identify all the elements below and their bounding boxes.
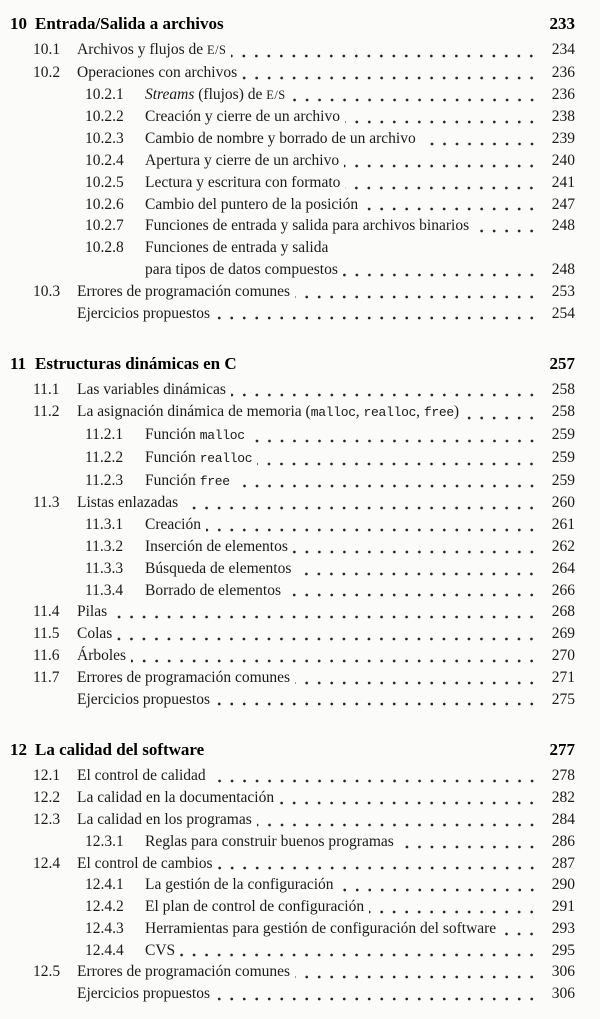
toc-entry-title (77, 401, 459, 424)
toc-entry-title (145, 580, 281, 602)
toc-entry-title (145, 128, 416, 150)
toc-entry-number: 10.2.6 (85, 195, 124, 213)
toc-entry-page: 248 (551, 260, 575, 278)
toc-entry-title (77, 281, 290, 303)
toc-entry-number: 11.3.4 (85, 581, 124, 599)
dot-leader (343, 259, 538, 281)
dot-leader (215, 983, 538, 1005)
toc-entry-number: 10.2.2 (85, 108, 124, 126)
toc-chapter (10, 738, 575, 1005)
toc-entry (10, 470, 575, 493)
toc-entry (10, 237, 575, 259)
text-segment: Errores de programación comunes (77, 668, 291, 686)
text-segment: Cambio de nombre y borrado de un archivo (145, 130, 416, 148)
toc-entry-number: 12.4 (33, 854, 61, 872)
toc-entry-page: 269 (551, 625, 575, 643)
text-segment: Función (145, 425, 200, 443)
toc-entry-page: 287 (551, 854, 575, 872)
toc-entry-number: 11.2.1 (85, 425, 124, 443)
toc-entry-title (77, 765, 206, 787)
text-segment: Función (145, 471, 200, 489)
toc-chapter-number: 11 (10, 354, 27, 374)
toc-entry-continuation (10, 259, 575, 281)
text-segment: Borrado de elementos (145, 581, 282, 599)
dot-leader (345, 106, 538, 128)
toc-chapter-number: 10 (10, 14, 27, 33)
dot-leader (295, 667, 538, 689)
toc-entry-title (145, 150, 339, 172)
toc-entry-page: 234 (551, 41, 575, 58)
text-segment: El control de calidad (77, 767, 206, 785)
toc-entry-title (145, 831, 394, 853)
toc-entry (10, 379, 575, 401)
toc-entry-number: 11.2.3 (85, 471, 124, 489)
toc-entry (10, 645, 575, 667)
text-segment: Creación y cierre de un archivo (145, 108, 340, 126)
text-segment: Herramientas para gestión de configuración del software (145, 919, 497, 937)
toc-entry-number: 10.2.5 (85, 173, 124, 191)
toc-entry-title (145, 424, 245, 447)
toc-entry-page: 293 (551, 919, 575, 937)
toc-entry (10, 983, 575, 1005)
toc-entry-page: 258 (551, 381, 575, 399)
text-segment: La gestión de la configuración (145, 876, 334, 894)
toc-entry (10, 215, 575, 237)
text-segment: La calidad en la documentación (77, 789, 275, 807)
toc-entry (10, 128, 575, 150)
toc-entry-title (77, 492, 178, 514)
toc-entry-page: 286 (551, 832, 575, 850)
toc-entry (10, 601, 575, 623)
dot-leader (286, 580, 538, 602)
text-segment: Errores de programación comunes (77, 282, 291, 300)
toc-entry-page: 248 (551, 217, 575, 235)
toc-entry-title (145, 106, 340, 128)
code-text: free (423, 405, 454, 421)
dot-leader (345, 172, 538, 194)
toc-entry (10, 172, 575, 194)
toc-entry (10, 765, 575, 787)
text-segment: Apertura y cierre de un archivo (145, 151, 340, 169)
text-segment: Árboles (77, 646, 127, 664)
toc-chapter-number: 12 (10, 740, 27, 760)
toc-entry-title (77, 787, 274, 809)
toc-entry-page: 259 (551, 448, 575, 466)
toc-entry-number: 10.2.3 (85, 130, 124, 148)
toc-entry-page: 284 (551, 810, 575, 828)
toc-entry-number: 10.2 (33, 63, 61, 81)
dot-leader (235, 470, 538, 493)
dot-leader (131, 645, 538, 667)
toc-entry-page: 260 (551, 494, 575, 512)
code-text: malloc (199, 427, 245, 443)
toc-entry-page: 253 (551, 282, 575, 300)
toc-entry-number: 10.2.8 (85, 239, 124, 257)
toc-chapter-heading (10, 12, 575, 36)
text-segment: Ejercicios propuestos (77, 690, 211, 708)
text-segment: Ejercicios propuestos (77, 304, 211, 322)
code-text: realloc (199, 450, 253, 466)
dot-leader (231, 39, 538, 62)
toc-entry-page: 275 (551, 690, 575, 708)
text-segment: CVS (145, 941, 176, 959)
toc-entry-title (77, 645, 126, 667)
toc-entry-number: 11.7 (33, 668, 60, 686)
text-segment: El control de cambios (77, 854, 213, 872)
toc-entry (10, 194, 575, 216)
toc-entry-number: 11.4 (33, 603, 60, 621)
text-segment: , (355, 403, 364, 421)
dot-leader (399, 831, 538, 853)
toc-entry-number: 10.1 (33, 41, 61, 58)
toc-entry-page: 259 (551, 471, 575, 489)
toc-chapter-title: Estructuras dinámicas en C (35, 354, 237, 374)
toc-entry-number: 12.5 (33, 963, 61, 981)
toc-entry-page: 268 (551, 603, 575, 621)
toc-entry-page: 271 (551, 668, 575, 686)
text-segment: Errores de programación comunes (77, 963, 291, 981)
toc-entry (10, 514, 575, 536)
toc-entry (10, 580, 575, 602)
dot-leader (474, 215, 538, 237)
toc-entry-number: 12.3.1 (85, 832, 124, 850)
toc-entry-number: 11.2 (33, 403, 60, 421)
code-text: realloc (363, 405, 417, 421)
dot-leader (363, 194, 538, 216)
dot-leader (257, 447, 538, 470)
toc-entry-title (77, 303, 210, 325)
toc-entry-title (77, 379, 226, 401)
toc-chapter (10, 12, 575, 324)
toc-chapter (10, 352, 575, 710)
toc-chapter-page: 277 (549, 740, 575, 760)
text-segment: Cambio del puntero de la posición (145, 195, 359, 213)
toc-entry-page: 247 (551, 195, 575, 213)
text-segment: , (416, 403, 424, 421)
toc-entry-page: 240 (551, 151, 575, 169)
toc-chapter-heading (10, 738, 575, 762)
toc-entry-page: 262 (551, 537, 575, 555)
dot-leader (279, 787, 538, 809)
dot-leader (501, 918, 538, 940)
dot-leader (296, 558, 538, 580)
toc-entry-number: 10.2.1 (85, 85, 124, 103)
toc-entry-page: 254 (551, 304, 575, 322)
toc-entry-number: 11.1 (33, 381, 60, 399)
toc-entry-title (145, 194, 358, 216)
toc-entry-title (145, 536, 288, 558)
dot-leader (344, 150, 538, 172)
toc-entry-page: 236 (551, 85, 575, 103)
toc-entry-page: 264 (551, 559, 575, 577)
toc-entry-number: 11.2.2 (85, 448, 124, 466)
text-segment: Lectura y escritura con formato (145, 173, 341, 191)
toc-entry-title (77, 853, 213, 875)
toc-entry-title (77, 39, 226, 62)
toc-entry (10, 831, 575, 853)
toc-entry-title (77, 961, 290, 983)
toc-entry-page: 258 (551, 403, 575, 421)
toc-entry-title (145, 237, 328, 259)
text-segment: Listas enlazadas (77, 494, 179, 512)
dot-leader (295, 281, 538, 303)
toc-entry (10, 809, 575, 831)
toc-entry-title (77, 601, 107, 623)
text-segment: Archivos y flujos de (77, 41, 208, 58)
toc-entry-number: 12.4.2 (85, 898, 124, 916)
toc-entry-number: 12.3 (33, 810, 61, 828)
dot-leader (295, 961, 538, 983)
toc-entry (10, 667, 575, 689)
text-segment: Pilas (77, 603, 108, 621)
text-segment: Las variables dinámicas (77, 381, 226, 399)
toc-entry-number: 10.3 (33, 282, 61, 300)
toc-entry-page: 270 (551, 646, 575, 664)
smallcaps-text: E/S (207, 43, 227, 57)
toc-entry-title (145, 874, 334, 896)
toc-entry (10, 62, 575, 84)
dot-leader (211, 765, 538, 787)
toc-entry-number: 12.2 (33, 789, 61, 807)
toc-entry (10, 918, 575, 940)
text-segment: Reglas para construir buenos programas (145, 832, 394, 850)
dot-leader (291, 84, 538, 107)
text-segment: Inserción de elementos (145, 537, 288, 555)
text-segment: La asignación dinámica de memoria ( (77, 403, 311, 421)
toc-entry (10, 536, 575, 558)
toc-entry-title (145, 558, 291, 580)
toc-entry (10, 447, 575, 470)
text-segment: ) (453, 403, 460, 421)
toc-entry-title (145, 470, 230, 493)
dot-leader (183, 492, 538, 514)
toc-entry-title (145, 215, 469, 237)
toc-entry-number: 11.3.1 (85, 516, 124, 534)
text-segment: Función (145, 448, 200, 466)
toc-entry (10, 623, 575, 645)
text-segment: El plan de control de configuración (145, 898, 365, 916)
toc-entry-page: 278 (551, 767, 575, 785)
toc-entry-number: 10.2.7 (85, 217, 124, 235)
toc-entry-title (77, 983, 210, 1005)
toc-entry-number: 11.6 (33, 646, 60, 664)
text-segment: Creación (145, 516, 201, 534)
toc-chapter-page: 257 (549, 354, 575, 374)
dot-leader (339, 874, 538, 896)
toc-entry (10, 106, 575, 128)
toc-entry-page: 306 (551, 985, 575, 1003)
dot-leader (180, 940, 538, 962)
toc-entry-title (77, 689, 210, 711)
dot-leader (231, 379, 538, 401)
toc-entry (10, 303, 575, 325)
toc-entry-page: 259 (551, 425, 575, 443)
toc-entry-number: 12.4.4 (85, 941, 124, 959)
toc-chapter-page: 233 (549, 14, 575, 33)
toc-entry-page: 295 (551, 941, 575, 959)
toc-entry-number: 11.3.2 (85, 537, 124, 555)
toc-chapter-heading (10, 352, 575, 376)
toc-entry-number: 11.3.3 (85, 559, 124, 577)
dot-leader (257, 809, 538, 831)
table-of-contents (10, 12, 575, 1005)
toc-entry-number: 11.5 (33, 625, 60, 643)
text-segment: (flujos) de (194, 85, 267, 103)
dot-leader (242, 62, 538, 84)
code-text: free (199, 473, 230, 489)
toc-entry-title (145, 940, 175, 962)
dot-leader (215, 303, 538, 325)
toc-entry-title (77, 809, 252, 831)
toc-entry (10, 401, 575, 424)
text-segment: La calidad en los programas (77, 810, 252, 828)
toc-entry (10, 787, 575, 809)
toc-chapter-title: Entrada/Salida a archivos (35, 14, 224, 33)
toc-entry (10, 424, 575, 447)
text-segment: Funciones de entrada y salida (145, 239, 329, 257)
text-segment: Funciones de entrada y salida para archivos binarios (145, 217, 470, 235)
toc-entry-title (145, 447, 252, 470)
text-segment: Operaciones con archivos (77, 63, 238, 81)
toc-entry-number: 12.4.1 (85, 876, 124, 894)
toc-entry-page: 282 (551, 789, 575, 807)
dot-leader (218, 853, 538, 875)
toc-entry-number: 12.1 (33, 767, 61, 785)
toc-entry (10, 39, 575, 62)
toc-entry-page: 291 (551, 898, 575, 916)
toc-entry-number: 11.3 (33, 494, 60, 512)
dot-leader (117, 623, 538, 645)
toc-entry (10, 961, 575, 983)
toc-entry-page: 239 (551, 130, 575, 148)
toc-entry-page: 241 (551, 173, 575, 191)
toc-entry-title (77, 62, 237, 84)
toc-entry-title (145, 259, 338, 281)
dot-leader (293, 536, 538, 558)
toc-entry-title (77, 667, 290, 689)
toc-entry (10, 689, 575, 711)
code-text: malloc (310, 405, 356, 421)
text-segment: Ejercicios propuestos (77, 985, 211, 1003)
text-segment: Colas (77, 625, 113, 643)
toc-entry (10, 874, 575, 896)
dot-leader (250, 424, 538, 447)
toc-entry (10, 896, 575, 918)
text-segment: para tipos de datos compuestos (145, 260, 338, 278)
toc-entry-page: 236 (551, 63, 575, 81)
dot-leader (215, 689, 538, 711)
italic-text: Streams (145, 85, 195, 103)
dot-leader (464, 401, 538, 424)
toc-entry-title (145, 514, 201, 536)
toc-entry-number: 12.4.3 (85, 919, 124, 937)
toc-entry (10, 940, 575, 962)
toc-entry-page: 261 (551, 516, 575, 534)
toc-chapter-title: La calidad del software (35, 740, 205, 760)
smallcaps-text: E/S (266, 87, 286, 102)
toc-entry-page: 238 (551, 108, 575, 126)
toc-entry-number: 10.2.4 (85, 151, 124, 169)
toc-entry-page: 266 (551, 581, 575, 599)
toc-entry (10, 492, 575, 514)
toc-entry-title (145, 172, 340, 194)
toc-entry (10, 558, 575, 580)
toc-entry-title (145, 896, 364, 918)
toc-entry-title (145, 918, 496, 940)
toc-entry-title (77, 623, 112, 645)
toc-entry-title (145, 84, 286, 107)
dot-leader (112, 601, 538, 623)
dot-leader (206, 514, 538, 536)
toc-entry-page: 306 (551, 963, 575, 981)
toc-entry (10, 84, 575, 107)
toc-entry-page: 290 (551, 876, 575, 894)
dot-leader (421, 128, 538, 150)
toc-entry (10, 150, 575, 172)
dot-leader (369, 896, 538, 918)
toc-entry (10, 281, 575, 303)
text-segment: Búsqueda de elementos (145, 559, 292, 577)
toc-entry (10, 853, 575, 875)
